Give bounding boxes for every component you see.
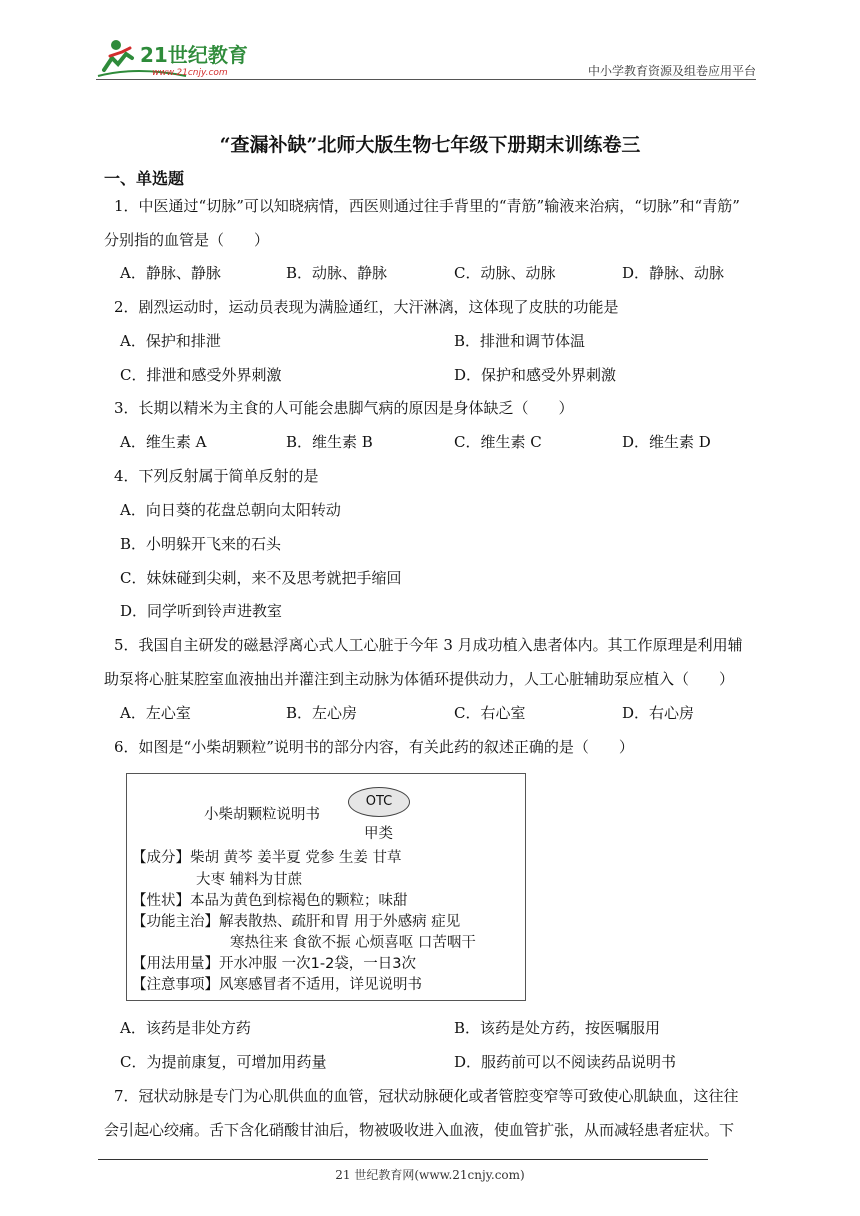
question-5-line-1: 5．我国自主研发的磁悬浮离心式人工心脏于今年 3 月成功植入患者体内。其工作原理是利用辅 — [114, 636, 743, 654]
site-tagline: 中小学教育资源及组卷应用平台 — [587, 64, 756, 78]
question-5-option-c: C．右心室 — [454, 704, 526, 722]
figure-row: 【成分】柴胡 黄芩 姜半夏 党参 生姜 甘草 — [132, 850, 402, 866]
question-7-line-2: 会引起心绞痛。舌下含化硝酸甘油后，物被吸收进入血液，使血管扩张，从而减轻患者症状。下 — [104, 1121, 735, 1139]
question-4-option-d: D．同学听到铃声进教室 — [120, 602, 283, 620]
otc-badge: OTC — [348, 787, 410, 817]
question-6-option-c: C．为提前康复，可增加用药量 — [120, 1053, 327, 1071]
figure-row: 大枣 辅料为甘蔗 — [196, 872, 303, 888]
question-3-option-b: B．维生素 B — [286, 433, 373, 451]
figure-heading: 小柴胡颗粒说明书 — [204, 807, 320, 823]
question-3-option-a: A．维生素 A — [120, 433, 207, 451]
question-6-line-1: 6．如图是“小柴胡颗粒”说明书的部分内容，有关此药的叙述正确的是（ ） — [114, 738, 634, 756]
question-2-line-1: 2．剧烈运动时，运动员表现为满脸通红，大汗淋漓，这体现了皮肤的功能是 — [114, 298, 619, 316]
question-5-option-b: B．左心房 — [286, 704, 358, 722]
question-1-line-1: 1．中医通过“切脉”可以知晓病情，西医则通过往手背里的“青筋”输液来治病，“切脉”和“青筋” — [114, 197, 740, 215]
logo-url: www.21cnjy.com — [152, 68, 228, 78]
question-2-option-c: C．排泄和感受外界刺激 — [120, 366, 282, 384]
figure-category: 甲类 — [364, 826, 393, 842]
question-7-line-1: 7．冠状动脉是专门为心肌供血的血管，冠状动脉硬化或者管腔变窄等可致使心肌缺血，这往往 — [114, 1087, 739, 1105]
question-5-line-2: 助泵将心脏某腔室血液抽出并灌注到主动脉为体循环提供动力，人工心脏辅助泵应植入（ ） — [104, 670, 735, 688]
question-6-option-a: A．该药是非处方药 — [120, 1019, 251, 1037]
site-logo — [96, 36, 266, 80]
footer-text: 21 世纪教育网(www.21cnjy.com) — [335, 1168, 525, 1182]
figure-row: 【性状】本品为黄色到棕褐色的颗粒；味甜 — [132, 893, 408, 909]
question-4-line-1: 4．下列反射属于简单反射的是 — [114, 467, 319, 485]
section-heading: 一、单选题 — [104, 169, 185, 188]
figure-row: 寒热往来 食欲不振 心烦喜呕 口苦咽干 — [230, 935, 476, 951]
question-1-option-d: D．静脉、动脉 — [622, 264, 725, 282]
question-3-line-1: 3．长期以精米为主食的人可能会患脚气病的原因是身体缺乏（ ） — [114, 399, 574, 417]
question-2-option-b: B．排泄和调节体温 — [454, 332, 586, 350]
question-2-option-d: D．保护和感受外界刺激 — [454, 366, 617, 384]
question-2-option-a: A．保护和排泄 — [120, 332, 221, 350]
question-4-option-b: B．小明躲开飞来的石头 — [120, 535, 282, 553]
question-1-option-a: A．静脉、静脉 — [120, 264, 221, 282]
question-3-option-c: C．维生素 C — [454, 433, 542, 451]
question-5-option-a: A．左心室 — [120, 704, 191, 722]
footer-divider — [98, 1159, 708, 1160]
question-4-option-a: A．向日葵的花盘总朝向太阳转动 — [120, 501, 341, 519]
document-title: “查漏补缺”北师大版生物七年级下册期末训练卷三 — [219, 134, 641, 156]
question-5-option-d: D．右心房 — [622, 704, 695, 722]
question-4-option-c: C．妹妹碰到尖刺，来不及思考就把手缩回 — [120, 569, 402, 587]
question-6-option-d: D．服药前可以不阅读药品说明书 — [454, 1053, 677, 1071]
question-1-option-b: B．动脉、静脉 — [286, 264, 388, 282]
question-1-option-c: C．动脉、动脉 — [454, 264, 556, 282]
figure-row: 【功能主治】解表散热、疏肝和胃 用于外感病 症见 — [132, 914, 461, 930]
header-divider — [96, 79, 756, 80]
question-1-line-2: 分别指的血管是（ ） — [104, 231, 270, 249]
question-3-option-d: D．维生素 D — [622, 433, 711, 451]
figure-row: 【注意事项】风寒感冒者不适用，详见说明书 — [132, 977, 422, 993]
figure-row: 【用法用量】开水冲服 一次1-2袋，一日3次 — [132, 956, 417, 972]
logo-text: 21世纪教育 — [140, 43, 248, 67]
question-6-option-b: B．该药是处方药，按医嘱服用 — [454, 1019, 661, 1037]
